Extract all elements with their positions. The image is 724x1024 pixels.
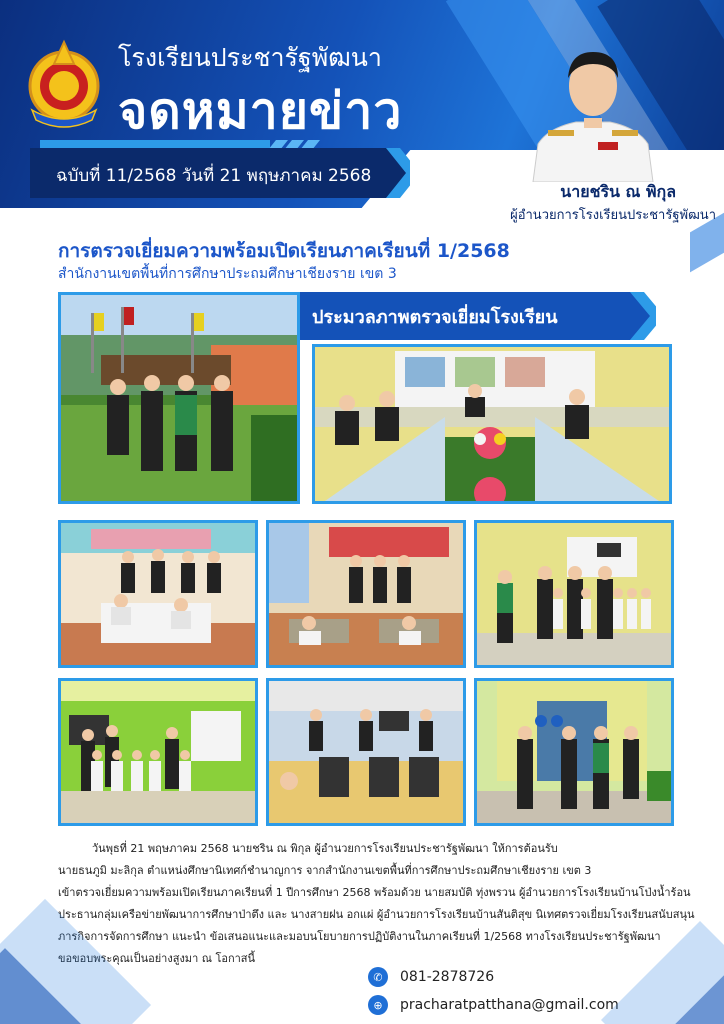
director-name: นายชริน ณ พิกุล bbox=[560, 182, 676, 201]
article-body bbox=[58, 838, 698, 970]
phone-number: 081-2878726 bbox=[400, 969, 495, 985]
body-line: ประธานกลุ่มเครือข่ายพัฒนาการศึกษาป่าตึง และ นางสายฝน อกแผ่ ผู้อำนวยการโรงเรียนบ้านสันติสุข นิเทศตรวจเยี่ยมโรงเรียนสนับสนุน bbox=[58, 908, 695, 921]
photo-student-group bbox=[474, 520, 674, 668]
gallery-banner-text: ประมวลภาพตรวจเยี่ยมโรงเรียน bbox=[312, 307, 558, 328]
issue-info: ฉบับที่ 11/2568 วันที่ 21 พฤษภาคม 2568 bbox=[56, 166, 372, 186]
body-line: ภารกิจการจัดการศึกษา แนะนำ ข้อเสนอแนะและมอบนโยบายการปฏิบัติงานในภาคเรียนที่ 1/2568 ทางโรงเรียนประชารัฐพัฒนา bbox=[58, 930, 661, 943]
photo-outdoor-group bbox=[58, 292, 300, 504]
body-line: เข้าตรวจเยี่ยมความพร้อมเปิดเรียนภาคเรียนที่ 1 ปีการศึกษา 2568 พร้อมด้วย นายสมบัติ ทุ่งพรวน ผู้อำนวยการโรงเรียนบ้านโป่งน้ำร้อน bbox=[58, 886, 691, 899]
newsletter-title: จดหมายข่าว bbox=[118, 82, 403, 140]
globe-icon: ⊕ bbox=[368, 995, 388, 1015]
photo-meeting bbox=[312, 344, 672, 504]
photo-computer-lab bbox=[266, 678, 466, 826]
article-subheadline: สำนักงานเขตพื้นที่การศึกษาประถมศึกษาเชียงราย เขต 3 bbox=[58, 266, 397, 282]
phone-icon: ✆ bbox=[368, 967, 388, 987]
photo-classroom-2 bbox=[266, 520, 466, 668]
photo-kindergarten bbox=[58, 678, 258, 826]
director-portrait bbox=[528, 36, 658, 182]
school-name: โรงเรียนประชารัฐพัฒนา bbox=[118, 43, 382, 72]
body-line: นายธนภูมิ มะลิกุล ตำแหน่งศึกษานิเทศก์ชำนาญการ จากสำนักงานเขตพื้นที่การศึกษาประถมศึกษาเชียงราย เขต 3 bbox=[58, 864, 592, 877]
body-line: ขอขอบพระคุณเป็นอย่างสูงมา ณ โอกาสนี้ bbox=[58, 952, 256, 965]
photo-classroom-1 bbox=[58, 520, 258, 668]
contact-email bbox=[368, 994, 619, 1016]
email-address[interactable]: pracharatpatthana@gmail.com bbox=[400, 997, 619, 1013]
school-seal-icon bbox=[18, 36, 110, 128]
article-headline: การตรวจเยี่ยมความพร้อมเปิดเรียนภาคเรียนที่ 1/2568 bbox=[58, 240, 510, 262]
contact-phone bbox=[368, 966, 494, 988]
photo-building-entrance bbox=[474, 678, 674, 826]
body-line: วันพุธที่ 21 พฤษภาคม 2568 นายชริน ณ พิกุล ผู้อำนวยการโรงเรียนประชารัฐพัฒนา ให้การต้อนรับ bbox=[92, 842, 558, 855]
director-title: ผู้อำนวยการโรงเรียนประชารัฐพัฒนา bbox=[510, 208, 716, 223]
